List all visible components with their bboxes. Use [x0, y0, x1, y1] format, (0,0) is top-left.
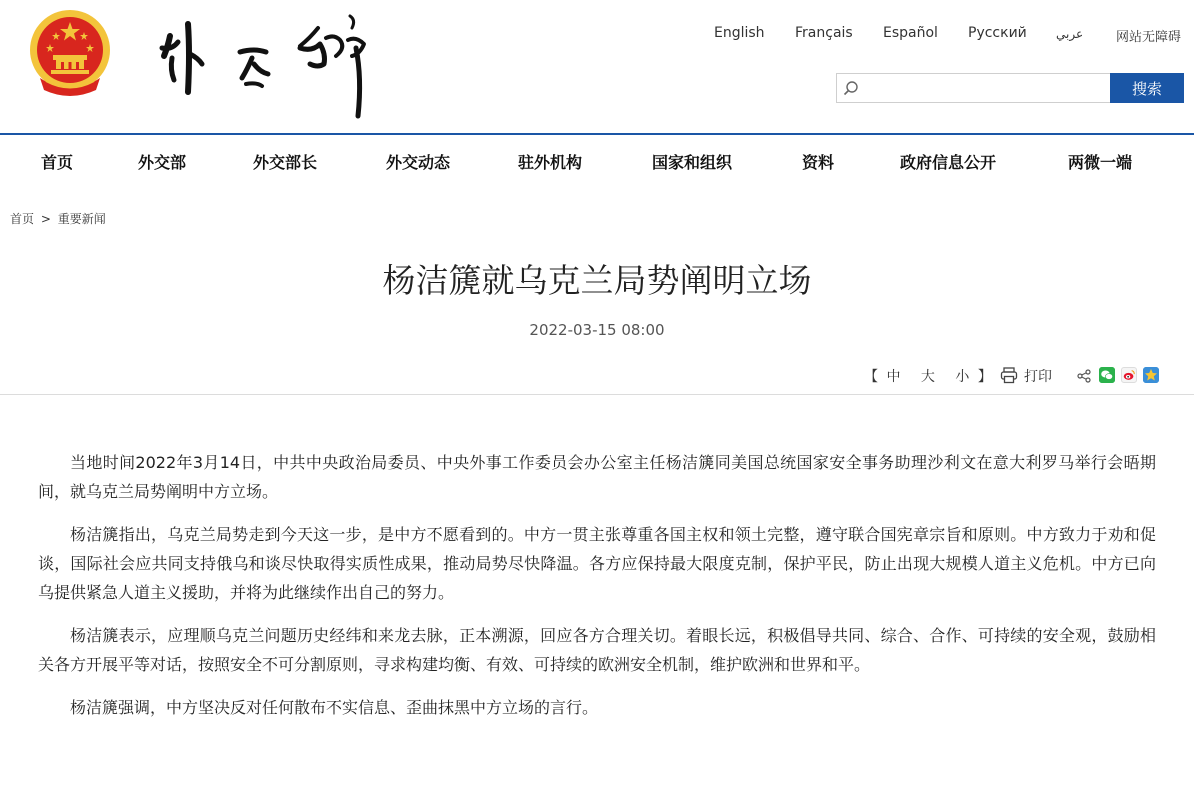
- search-icon: [843, 80, 859, 96]
- site-header: [0, 0, 1194, 134]
- nav-item-countries-organizations[interactable]: 国家和组织: [652, 153, 733, 172]
- main-nav: [0, 135, 1194, 185]
- lang-english-link[interactable]: English: [714, 25, 765, 41]
- font-size-bracket-close: 】: [977, 369, 992, 385]
- article-title: 杨洁篪就乌克兰局势阐明立场: [382, 261, 812, 300]
- printer-icon[interactable]: [1000, 367, 1018, 384]
- font-size-bracket-open: 【: [864, 369, 878, 385]
- nav-item-minister[interactable]: 外交部长: [253, 153, 318, 172]
- nav-item-missions-abroad[interactable]: 驻外机构: [518, 153, 583, 172]
- qzone-share-icon[interactable]: [1143, 367, 1159, 383]
- font-size-control: [864, 366, 992, 386]
- nav-item-resources[interactable]: 资料: [802, 153, 835, 172]
- article-paragraph: 杨洁篪指出，乌克兰局势走到今天这一步，是中方不愿看到的。中方一贯主张尊重各国主权和领土完整，遵守联合国宪章宗旨和原则。中方致力于劝和促谈，国际社会应共同支持俄乌和谈尽快取得实质性成果，推动局势尽快降温。各方应保持最大限度克制，保护平民，防止出现大规模人道主义危机。中方已向乌提供紧急人道主义援助，并将为此继续作出自己的努力。: [38, 525, 1156, 602]
- breadcrumb-separator: >: [40, 212, 51, 226]
- lang-arabic-link[interactable]: عربي: [1056, 27, 1084, 41]
- article-date: 2022-03-15 08:00: [529, 321, 665, 339]
- font-size-large-button[interactable]: 大: [920, 369, 935, 385]
- nav-item-diplomatic-news[interactable]: 外交动态: [386, 153, 451, 172]
- lang-french-link[interactable]: Français: [795, 25, 853, 41]
- weibo-share-icon[interactable]: [1121, 367, 1137, 383]
- breadcrumb-current-link[interactable]: 重要新闻: [57, 212, 106, 226]
- article-paragraph: 杨洁篪表示，应理顺乌克兰问题历史经纬和来龙去脉，正本溯源，回应各方合理关切。着眼长远，积极倡导共同、综合、合作、可持续的安全观，鼓励相关各方开展平等对话，按照安全不可分割原则，寻求构建均衡、有效、可持续的欧洲安全机制，维护欧洲和世界和平。: [38, 626, 1156, 674]
- nav-item-gov-info[interactable]: 政府信息公开: [900, 153, 997, 172]
- font-size-small-button[interactable]: 小: [955, 369, 970, 385]
- search-input[interactable]: [836, 73, 1111, 103]
- article-body: [38, 448, 1156, 736]
- nav-item-home[interactable]: 首页: [41, 153, 74, 172]
- search-box: [836, 73, 1184, 103]
- article-paragraph: 杨洁篪强调，中方坚决反对任何散布不实信息、歪曲抹黑中方立场的言行。: [70, 698, 599, 717]
- font-size-medium-button[interactable]: 中: [886, 369, 901, 385]
- search-button[interactable]: 搜索: [1110, 73, 1184, 103]
- accessibility-link[interactable]: 网站无障碍: [1116, 30, 1182, 45]
- print-button[interactable]: 打印: [1024, 369, 1052, 385]
- lang-russian-link[interactable]: Русский: [968, 25, 1027, 41]
- nav-item-ministry[interactable]: 外交部: [138, 153, 187, 172]
- national-emblem-icon[interactable]: [26, 8, 114, 98]
- lang-spanish-link[interactable]: Español: [883, 25, 938, 41]
- article-paragraph: 当地时间2022年3月14日，中共中央政治局委员、中央外事工作委员会办公室主任杨洁篪同美国总统国家安全事务助理沙利文在意大利罗马举行会晤期间，就乌克兰局势阐明中方立场。: [38, 453, 1156, 501]
- breadcrumb-home-link[interactable]: 首页: [10, 212, 35, 226]
- wechat-share-icon[interactable]: [1099, 367, 1115, 383]
- share-icon[interactable]: [1077, 369, 1091, 383]
- language-switcher: [0, 25, 1194, 45]
- content-divider: [0, 394, 1194, 395]
- article-toolbar: [0, 366, 1194, 386]
- nav-item-social-media[interactable]: 两微一端: [1068, 153, 1133, 172]
- breadcrumb: [10, 210, 106, 227]
